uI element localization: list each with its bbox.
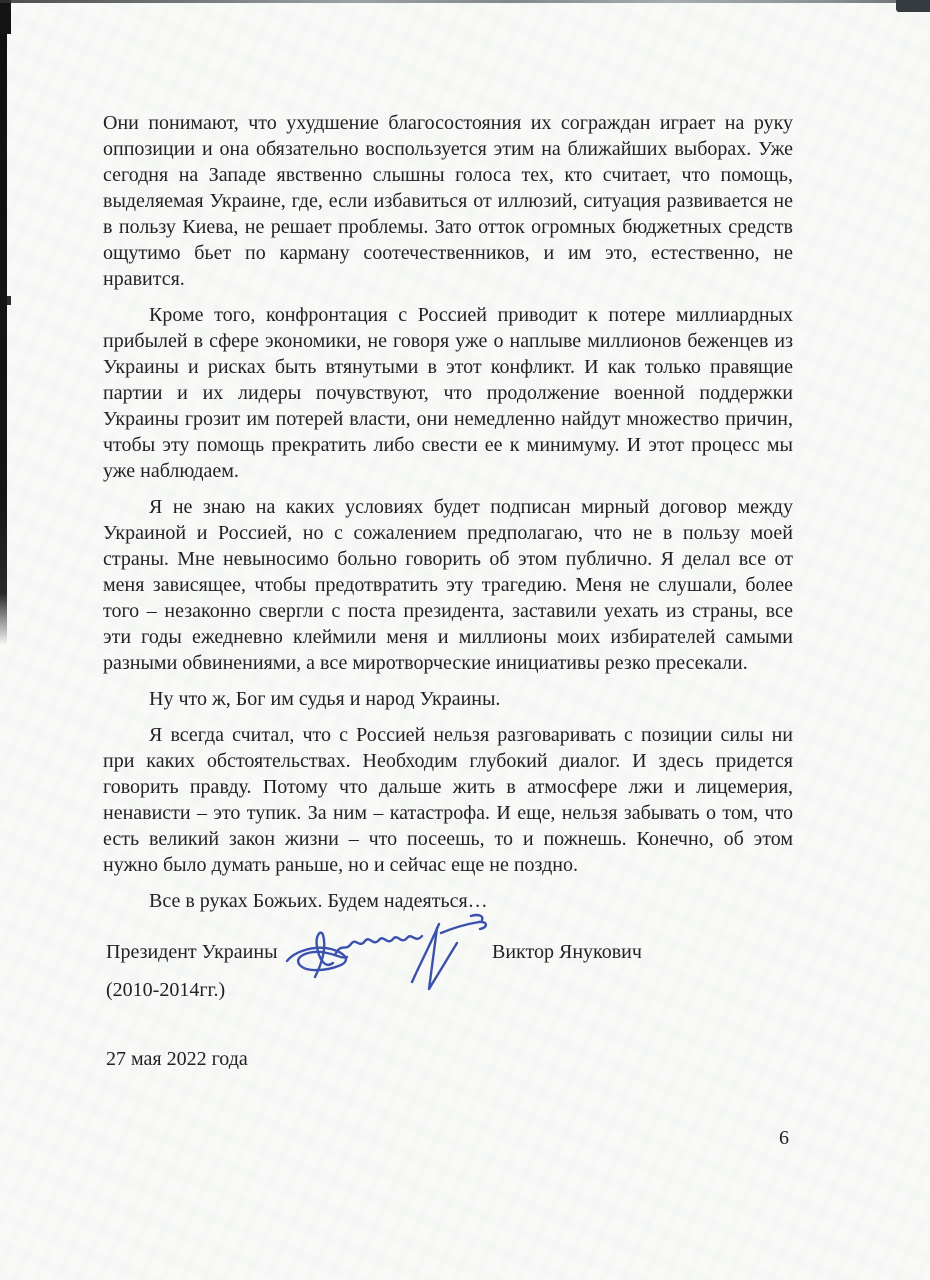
paragraph-god-judge: Ну что ж, Бог им судья и народ Украины. [149, 688, 501, 710]
letter-body [103, 110, 793, 914]
handwritten-signature [281, 903, 499, 1005]
date-line: 27 мая 2022 года [106, 1048, 248, 1070]
signer-role-line1: Президент Украины [106, 941, 278, 963]
paragraph-peace-treaty: Я не знаю на каких условиях будет подписан мирный договор между Украиной и Россией, но с сожалением предполагаю, что не в пользу моей страны. Мне невыносимо больно говорить об этом публично. Я делал все от меня зависящее, чтобы предотвратить эту трагедию. Меня не слушали, более того – незаконно свергли с поста президента, заставили уехать из страны, все эти годы ежедневно клеймили меня и миллионы моих избирателей самыми разными обвинениями, а все миротворческие инициативы резко пресекали. [103, 496, 793, 674]
paragraph-hope: Все в руках Божьих. Будем надеяться… [149, 890, 488, 912]
scan-artifact-top-right-corner [896, 0, 930, 12]
paragraph-dialog: Я всегда считал, что с Россией нельзя разговаривать с позиции силы ни при каких обстоятельствах. Необходим глубокий диалог. И здесь придется говорить правду. Потому что дальше жить в атмосфере лжи и лицемерия, ненависти – это тупик. За ним – катастрофа. И еще, нельзя забывать о том, что есть великий закон жизни – что посеешь, то и пожнешь. Конечно, об этом нужно было думать раньше, но и сейчас еще не поздно. [103, 724, 793, 876]
signer-role-line2: (2010-2014гг.) [106, 979, 226, 1001]
page-number: 6 [779, 1127, 789, 1149]
paragraph-confrontation: Кроме того, конфронтация с Россией приводит к потере миллиардных прибылей в сфере экономики, не говоря уже о наплыве миллионов беженцев из Украины и рисках быть втянутыми в этот конфликт. И как только правящие партии и их лидеры почувствуют, что продолжение военной поддержки Украины грозит им потерей власти, они немедленно найдут множество причин, чтобы эту помощь прекратить либо свести ее к минимуму. И этот процесс мы уже наблюдаем. [103, 304, 793, 482]
paragraph-opposition: Они понимают, что ухудшение благосостояния их сограждан играет на руку оппозиции и она обязательно воспользуется этим на ближайших выборах. Уже сегодня на Западе явственно слышны голоса тех, кто считает, что помощь, выделяемая Украине, где, если избавиться от иллюзий, ситуация развивается не в пользу Киева, не решает проблемы. Зато отток огромных бюджетных средств ощутимо бьет по карману соотечественников, и им это, естественно, не нравится. [103, 112, 793, 290]
scan-artifact-top-edge [0, 0, 930, 3]
scan-artifact-left-corner [0, 0, 11, 34]
scan-artifact-left-edge [0, 0, 7, 645]
signer-name: Виктор Янукович [492, 941, 642, 963]
scan-artifact-left-notch [7, 296, 11, 305]
